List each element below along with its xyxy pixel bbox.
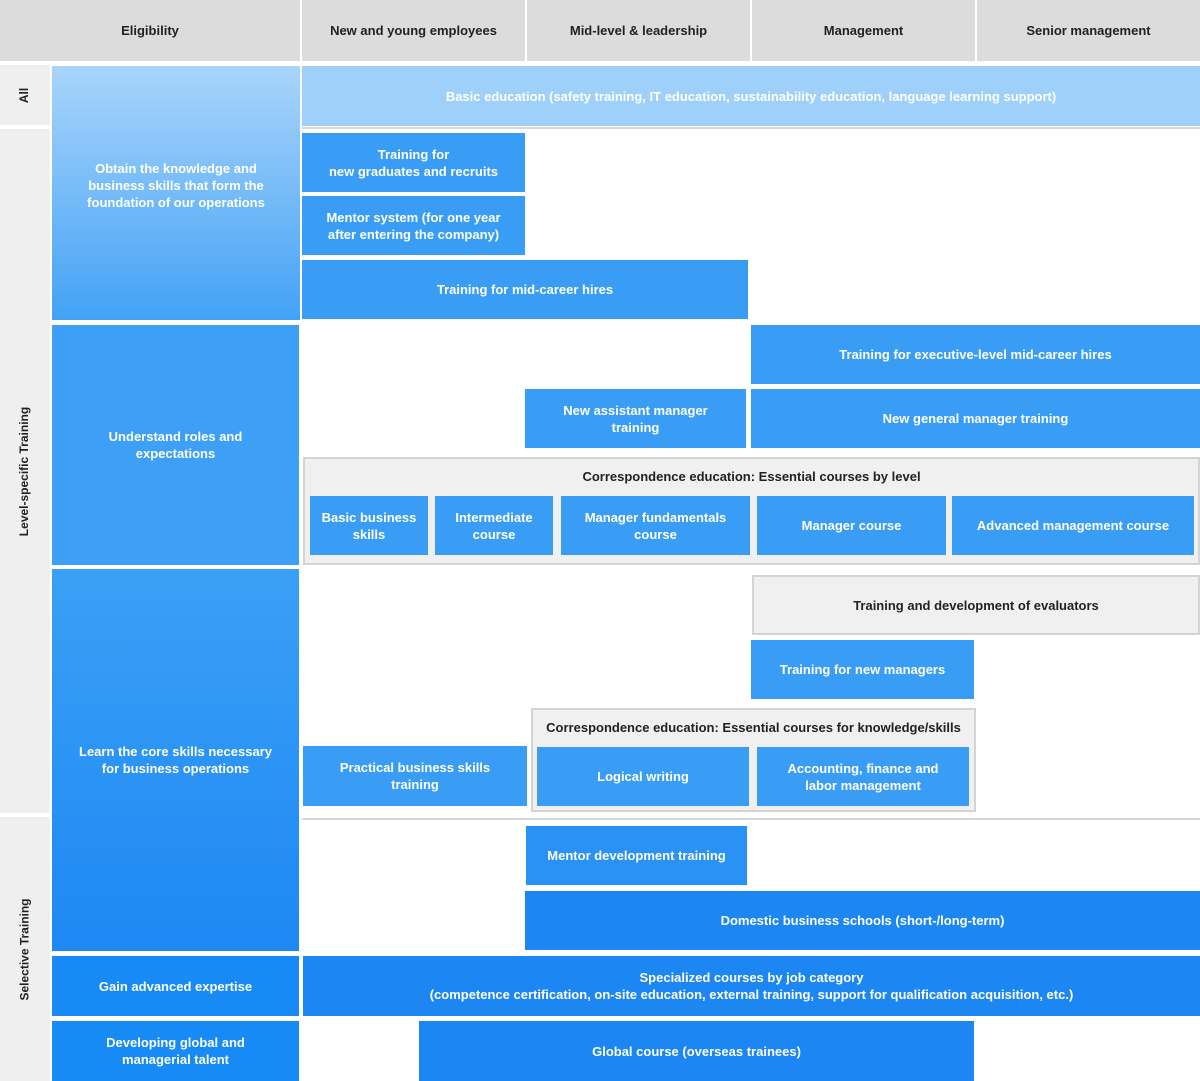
course-accounting-finance-labor-label: Accounting, finance and labor management <box>787 760 939 793</box>
panel-correspondence-skills-title: Correspondence education: Essential courses for knowledge/skills <box>546 720 961 735</box>
course-advanced-management-label: Advanced management course <box>976 518 1170 533</box>
program-mentor-system-label: Mentor system (for one year after entering the company) <box>326 209 501 242</box>
course-manager-fundamentals <box>561 496 750 555</box>
course-manager-fundamentals-label: Manager fundamentals course <box>584 509 727 542</box>
goal-core-skills-label: Learn the core skills necessary for business operations <box>79 744 272 776</box>
program-new-assistant-manager <box>525 389 746 448</box>
goal-roles-expectations <box>52 325 299 565</box>
program-new-managers-label: Training for new managers <box>779 662 946 677</box>
header-new-young-employees <box>302 0 525 61</box>
category-all <box>0 65 50 125</box>
program-specialized-courses <box>303 956 1200 1016</box>
category-selective <box>0 817 50 1081</box>
program-global-course <box>419 1021 974 1081</box>
course-manager <box>757 496 946 555</box>
header-col1-label: New and young employees <box>330 23 497 38</box>
program-new-graduates <box>302 133 525 192</box>
program-domestic-business-schools-label: Domestic business schools (short-/long-term) <box>720 913 1005 928</box>
header-eligibility <box>0 0 300 61</box>
course-manager-label: Manager course <box>801 518 902 533</box>
category-all-label: All <box>17 87 32 103</box>
program-mentor-development-label: Mentor development training <box>547 848 726 863</box>
program-executive-mid-career <box>751 325 1200 384</box>
goal-core-skills <box>52 569 299 951</box>
program-practical-business-skills <box>303 746 527 806</box>
program-specialized-courses-label: Specialized courses by job category (competence certification, on-site education, external training, support for qualification acquisition, etc.) <box>429 970 1074 1002</box>
course-logical-writing <box>537 747 749 806</box>
course-logical-writing-label: Logical writing <box>597 769 689 784</box>
program-evaluators <box>752 575 1200 635</box>
program-global-course-label: Global course (overseas trainees) <box>592 1043 801 1059</box>
goal-global-managerial-label: Developing global and managerial talent <box>106 1035 245 1067</box>
program-mid-career-hires-label: Training for mid-career hires <box>436 282 614 297</box>
goal-advanced-expertise <box>52 956 299 1016</box>
header-management <box>752 0 975 61</box>
program-new-general-manager-label: New general manager training <box>882 411 1069 426</box>
header-eligibility-label: Eligibility <box>121 23 179 38</box>
program-mentor-development <box>526 826 747 885</box>
program-basic-education <box>302 66 1200 126</box>
program-domestic-business-schools <box>525 891 1200 950</box>
course-intermediate <box>435 496 553 555</box>
program-basic-education-label: Basic education (safety training, IT education, sustainability education, language learning support) <box>445 88 1057 104</box>
panel-correspondence-by-level-title: Correspondence education: Essential courses by level <box>582 469 921 484</box>
course-intermediate-label: Intermediate course <box>455 509 533 542</box>
course-advanced-management <box>952 496 1194 555</box>
category-selective-label: Selective Training <box>17 897 32 1001</box>
program-new-graduates-label: Training for new graduates and recruits <box>328 146 499 179</box>
row-separator <box>302 127 1200 129</box>
header-col3-label: Management <box>823 23 904 38</box>
goal-advanced-expertise-label: Gain advanced expertise <box>98 978 253 994</box>
header-col4-label: Senior management <box>1026 23 1151 38</box>
program-new-general-manager <box>751 389 1200 448</box>
goal-foundation-knowledge-label: Obtain the knowledge and business skills that form the foundation of our operations <box>87 161 265 210</box>
program-mid-career-hires <box>302 260 748 319</box>
category-level-specific <box>0 129 50 813</box>
category-level-specific-label: Level-specific Training <box>17 406 32 536</box>
course-basic-business-skills <box>310 496 428 555</box>
row-separator <box>302 818 1200 820</box>
program-practical-business-skills-label: Practical business skills training <box>339 760 491 792</box>
program-mentor-system <box>302 196 525 255</box>
header-senior-management <box>977 0 1200 61</box>
program-evaluators-label: Training and development of evaluators <box>853 597 1099 613</box>
program-executive-mid-career-label: Training for executive-level mid-career hires <box>839 347 1112 362</box>
goal-roles-expectations-label: Understand roles and expectations <box>108 429 243 461</box>
header-col2-label: Mid-level & leadership <box>569 23 708 38</box>
course-accounting-finance-labor <box>757 747 969 806</box>
program-new-assistant-manager-label: New assistant manager training <box>563 402 708 435</box>
goal-global-managerial <box>52 1021 299 1081</box>
header-mid-level-leadership <box>527 0 750 61</box>
goal-foundation-knowledge <box>52 66 300 320</box>
course-basic-business-skills-label: Basic business skills <box>321 509 417 542</box>
program-new-managers <box>751 640 974 699</box>
